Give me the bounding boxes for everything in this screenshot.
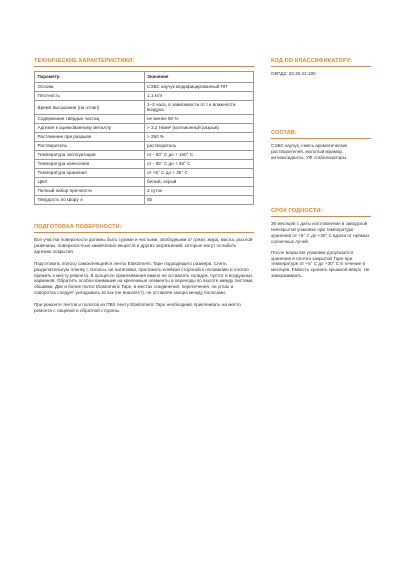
param-cell: Растворитель [35, 142, 145, 151]
param-cell: Полный набор прочности [35, 187, 145, 196]
code-text: ОКПД2: 20.30.22.180 [271, 71, 316, 76]
composition-heading: СОСТАВ: [271, 130, 371, 139]
specs-body [35, 82, 254, 204]
prep-heading: ПОДГОТОВКА ПОВЕРХНОСТИ: [34, 224, 254, 233]
value-cell: СЭБС каучук модифицированный ПП [144, 82, 254, 91]
param-cell: Адгезия к оцинкованному металлу [35, 124, 145, 133]
table-row [35, 169, 254, 178]
column-header-value: Значение [144, 72, 254, 83]
composition-text: СЭБС каучук, смесь ароматических растворителей, молотый мрамор, антиоксиданты, УФ стабилизаторы. [271, 143, 348, 160]
value-cell: от - 35° С до + 35° С [144, 160, 254, 169]
value-cell: не менее 80 % [144, 115, 254, 124]
value-cell: от +5° С до + 35° С [144, 169, 254, 178]
param-cell: Основа [35, 82, 145, 91]
value-cell: растворитель [144, 142, 254, 151]
value-cell: 1,1 кг/л [144, 91, 254, 100]
column-header-param: Параметр [35, 72, 145, 83]
shelf-life-paragraph: 36 месяцев с даты изготовления в заводской невскрытой упаковке при температуре хранения от +5° С до +30° С вдали от прямых солнечных лучей. [271, 221, 370, 244]
value-cell: > 250 % [144, 133, 254, 142]
table-row [35, 151, 254, 160]
specs-header-row [35, 72, 254, 83]
value-cell: 3 суток [144, 187, 254, 196]
param-cell: Плотность [35, 91, 145, 100]
param-cell: Температура хранения [35, 169, 145, 178]
value-cell: > 3,2 Н/мм² (когезионный разрыв) [144, 124, 254, 133]
code-heading: КОД ПО КЛАССИФИКАТОРУ: [271, 58, 371, 67]
shelf-life-heading: СРОК ГОДНОСТИ: [271, 208, 371, 217]
table-row [35, 115, 254, 124]
shelf-life-paragraph: После вскрытия упаковки допускается хранение в плотно закрытой Таре при температуре от +5° С до +30° С в течение 6 месяцев. Емкость хранить крышкой вверх. Не замораживать. [271, 249, 370, 279]
table-row [35, 196, 254, 205]
table-row [35, 124, 254, 133]
table-row [35, 187, 254, 196]
table-row [35, 100, 254, 114]
composition-section [271, 130, 371, 166]
value-cell: 65 [144, 196, 254, 205]
code-section [271, 58, 371, 82]
prep-paragraph: Подготовить полосу самоклеящейся ленты Elastomeric Tape подходящего размера. Снять разделительную пленку с полосы, не натягивая, приложить клейкой стороной к основанию и плотно прижать к месту ремонта. В процессе приклеивания важно не оставлять складок, пустот и воздушных карманов. Обратить особое внимание на крепежные элементы и переходы по высоте между листами обшивки. Две и более полос Elastomeric Tape, в местах соединения, пересечения, на углах и поворотах следует укладывать встык (не внахлест), не оставляя зазора между полосами. [34, 260, 253, 296]
param-cell: Время высыхания (на отлип) [35, 100, 145, 114]
table-row [35, 91, 254, 100]
value-cell: от - 60° С до + 160° С [144, 151, 254, 160]
table-row [35, 142, 254, 151]
left-column [34, 58, 254, 320]
specs-table [34, 71, 254, 205]
prep-section [34, 224, 254, 314]
prep-paragraph: Все участки поверхности должны быть сухими и чистыми, свободными от грязи, жира, масла, рыхлой ржавчины, поверхностных химических веществ и других загрязнений, которые могут ослабить адгезию покрытия. [34, 237, 253, 254]
param-cell: Температура нанесения [35, 160, 145, 169]
param-cell: Твердость по Шору А [35, 196, 145, 205]
table-row [35, 133, 254, 142]
param-cell: Содержание твердых частиц [35, 115, 145, 124]
prep-paragraph: При ремонте тентов и пологов из ПВХ ленту Elastomeric Tape необходимо приклеивать на место ремонта с лицевой и обратной стороны. [34, 302, 241, 314]
param-cell: Температура эксплуатации [35, 151, 145, 160]
tech-heading: ТЕХНИЧЕСКИЕ ХАРАКТЕРИСТИКИ: [34, 58, 254, 67]
param-cell: Растяжение при разрыве [35, 133, 145, 142]
table-row [35, 82, 254, 91]
value-cell: белый, серый [144, 178, 254, 187]
shelf-life-section [271, 208, 371, 284]
param-cell: Цвет [35, 178, 145, 187]
table-row [35, 178, 254, 187]
value-cell: 1–3 часа, в зависимости от t и влажности воздуха [144, 100, 254, 114]
table-row [35, 160, 254, 169]
